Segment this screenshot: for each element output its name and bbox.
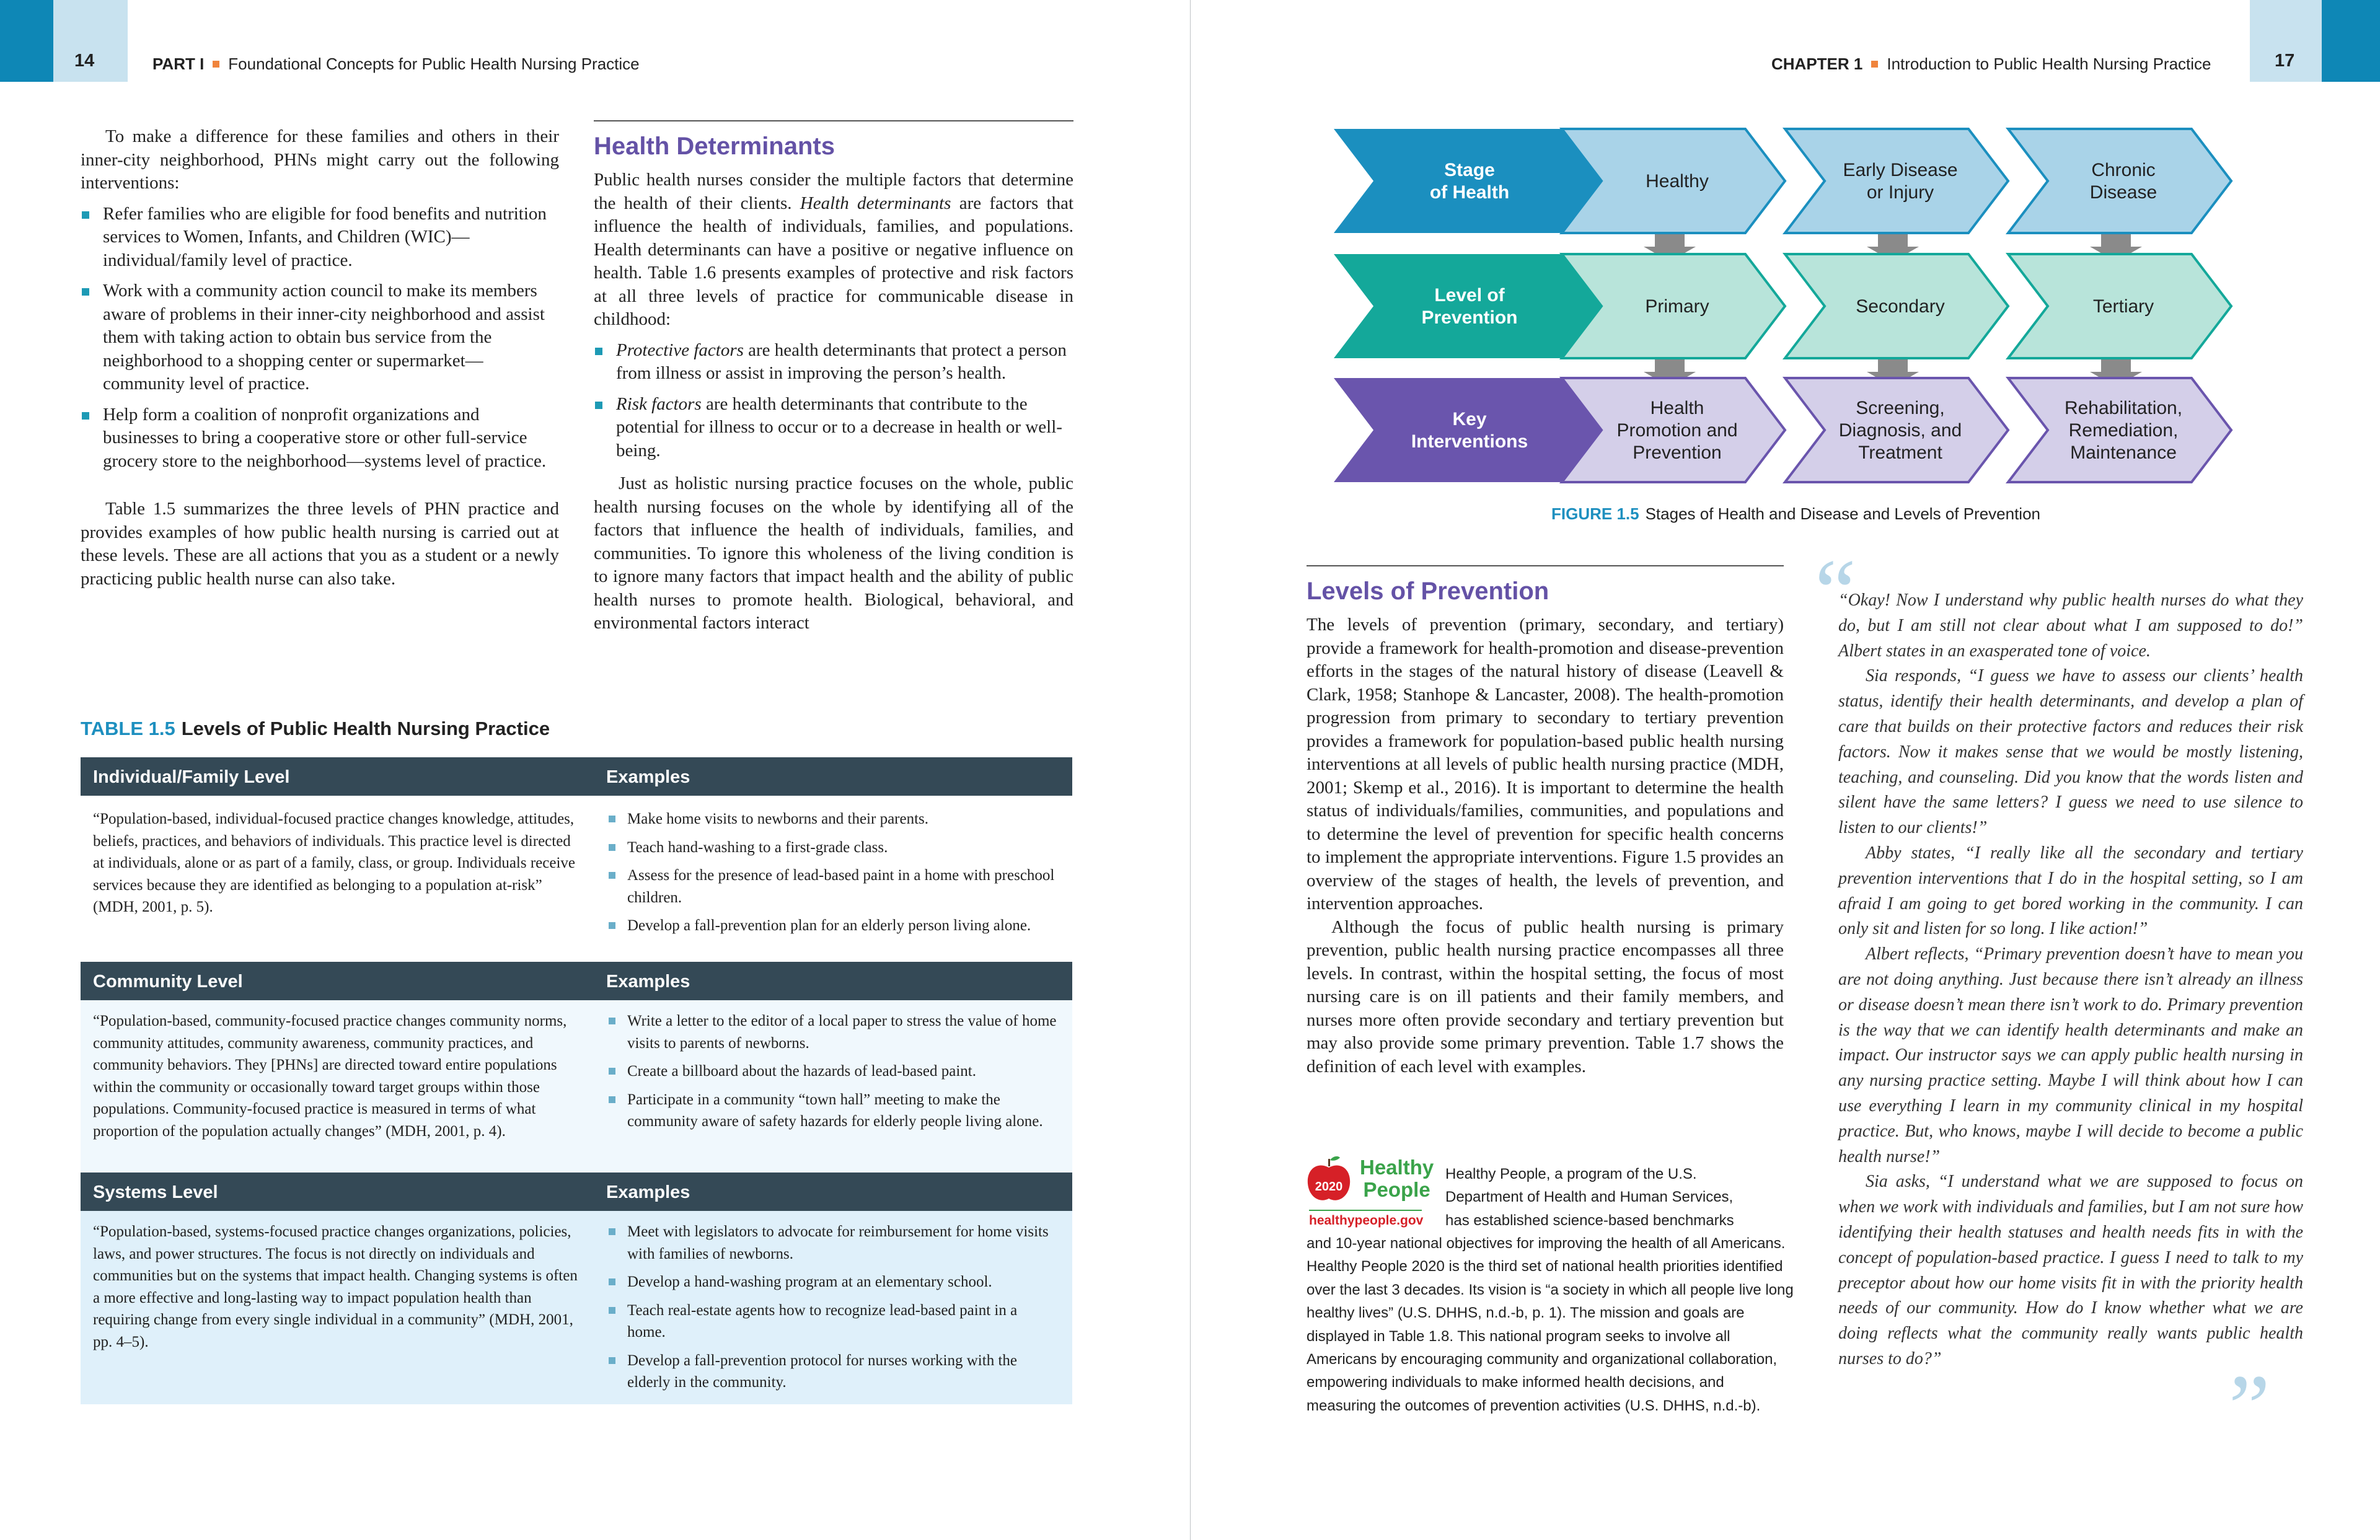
examples-header: Examples — [606, 1182, 690, 1202]
list-item: Teach hand-washing to a first-grade class. — [606, 837, 1059, 859]
stage-label: Primary — [1645, 296, 1709, 317]
health-determinants-para2: Just as holistic nursing practice focuses on the whole, public health nursing focuses on the whole by identifying all of the factors that influence the health of individuals, families, and communities. To ignore this wholeness of the living condition is to ignore many factors that impact health and the ability of public health nurses to promote health. Biological, behavioral, and environmental factors interact — [594, 473, 1073, 633]
list-item: Create a billboard about the hazards of lead-based paint. — [606, 1060, 1059, 1083]
levels-para1: The levels of prevention (primary, secondary, and tertiary) provide a framework for health-promotion and disease-prevention efforts in the stages of the natural history of disease (Leavell & Clark, 1958; Stanhope & Lancaster, 2008). The health-promotion progression from primary to secondary to tertiary prevention provides a framework for population-based public health nursing interventions at all levels of public health nursing practice (MDH, 2001; Skemp et al., 2016). It is important to determine the health status of individuals/families, communities, and populations and to determine the level of prevention for specific health concerns to implement the appropriate interventions. Figure 1.5 provides an overview of the stages of health, the levels of prevention, and intervention approaches. — [1307, 615, 1784, 913]
stage-label: Health Promotion and Prevention — [1616, 398, 1738, 463]
dialogue-paragraph: Abby states, “I really like all the secondary and tertiary prevention interventions that I do in the hospital setting, so I am afraid I am going to get bored working in the community. I can only sit and listen for so long. I like action!” — [1838, 843, 2303, 939]
level-header: Community Level — [93, 972, 243, 992]
levels-of-prevention-body — [1307, 614, 1784, 1078]
table-header-row — [81, 1173, 1072, 1211]
list-item: Write a letter to the editor of a local paper to stress the value of home visits to parents of newborns. — [606, 1010, 1059, 1054]
left-page-tab — [0, 0, 53, 82]
logo-rule — [1309, 1210, 1422, 1211]
health-determinants-body — [594, 169, 1073, 635]
levels-para2: Although the focus of public health nursing is primary prevention, public health nursing practice encompasses all three levels. In contrast, within the hospital setting, the focus of most nursing care is on ill patients and their family members, and nurses more often provide secondary and tertiary prevention but may also provide some primary prevention. Table 1.7 shows the definition of each level with examples. — [1307, 917, 1784, 1076]
stage-label: Secondary — [1856, 296, 1945, 317]
healthy-people-logo — [1305, 1154, 1434, 1234]
levels-table — [81, 757, 1072, 1404]
row-header-chevron — [1334, 254, 1600, 358]
figure-chevrons — [1334, 129, 2231, 482]
dialogue-paragraph: “Okay! Now I understand why public health nurses do what they do, but I am still not clear about what I am supposed to do!” Albert states in an exasperated tone of voice. — [1838, 591, 2303, 661]
healthy-people-text: and 10-year national objectives for improving the health of all Americans. Healthy People 2020 is the third set of national health priorities identified over the last 3 decades. Its vision is “a society in which all people live long healthy lives” (U.S. DHHS, n.d.-b, p. 1). The mission and goals are displayed in Table 1.8. This national program seeks to involve all Americans by encouraging community and organizational collaboration, empowering individuals to make informed health decisions, and measuring the outcomes of prevention activities (U.S. DHHS, n.d.-b). — [1307, 1235, 1794, 1414]
factors-list — [594, 339, 1073, 463]
stage-chevron — [2008, 129, 2231, 233]
part-title: Foundational Concepts for Public Health Nursing Practice — [228, 55, 640, 73]
level-header: Individual/Family Level — [93, 767, 290, 787]
figure-caption: FIGURE 1.5 Stages of Health and Disease and Levels of Prevention — [1551, 504, 2040, 523]
table-title: TABLE 1.5 Levels of Public Health Nursing Practice — [81, 718, 550, 739]
header-square-icon — [213, 61, 219, 68]
chapter-title: Introduction to Public Health Nursing Practice — [1887, 55, 2211, 73]
left-column — [81, 125, 559, 591]
row-header-chevron — [1334, 129, 1600, 233]
list-item: Participate in a community “town hall” meeting to make the community aware of safety hazards for elderly people living alone. — [606, 1089, 1059, 1133]
examples-list — [606, 1010, 1059, 1139]
level-definition: “Population-based, community-focused practice changes community norms, community attitudes, community awareness, community practices, and community behaviors. They [PHNs] are directed toward entire populations within the community or occasionally toward target groups within those populations. Community-focused practice is measured in terms of what proportion of the population actually changes” (MDH, 2001, p. 4). — [93, 1013, 567, 1140]
table-row — [81, 1000, 1072, 1173]
stage-chevron — [1785, 129, 2008, 233]
part-label: PART I — [152, 55, 205, 73]
levels-of-prevention-rule — [1307, 565, 1784, 566]
list-item: Assess for the presence of lead-based paint in a home with preschool children. — [606, 865, 1059, 909]
summary-paragraph: Table 1.5 summarizes the three levels of PHN practice and provides examples of how public health nursing is carried out at these levels. These are all actions that you as a student or a newly practicing public health nurse can also take. — [81, 499, 559, 589]
term-risk-factors: Risk factors — [616, 394, 702, 414]
page-gutter — [1190, 0, 1191, 1540]
list-item: Work with a community action council to make its members aware of problems in their inner-city neighborhood and assist them with taking action to obtain bus service from the neighborhood to a shopping center or supermarket—community level of practice. — [81, 279, 559, 396]
level-header: Systems Level — [93, 1182, 218, 1202]
row-header-chevron — [1334, 378, 1600, 482]
list-item: Develop a fall-prevention protocol for nurses working with the elderly in the community. — [606, 1350, 1059, 1394]
examples-list — [606, 1221, 1059, 1400]
table-header-row — [81, 962, 1072, 1000]
list-item: Help form a coalition of nonprofit organizations and businesses to bring a cooperative store or other full-service grocery store to the neighborhood—systems level of practice. — [81, 403, 559, 473]
examples-list — [606, 808, 1059, 943]
levels-of-prevention-heading: Levels of Prevention — [1307, 578, 1549, 605]
dialogue-paragraph: Sia asks, “I understand what we are supposed to focus on when we work with individuals and families, but I am not sure how identifying their health statuses and health needs fits in with the concept of population-based practice. I guess I need to talk to my preceptor about how our home visits fit in with the priority health needs of our community. How do I know whether what we are doing reflects what the community really wants public health nurses to do?” — [1838, 1172, 2303, 1368]
intro-paragraph: To make a difference for these families and others in their inner-city neighborhood, PHNs might carry out the following interventions: — [81, 126, 559, 193]
logo-wordmark: Healthy People — [1360, 1156, 1434, 1201]
health-determinants-para1: Public health nurses consider the multiple factors that determine the health of their clients. Health determinants are factors that influence the health of individuals, families, and populations. Health determinants can have a positive or negative influence on health. Table 1.6 presents examples of protective and risk factors at all three levels of practice for communicable disease in childhood: — [594, 170, 1074, 329]
right-page-tab — [2322, 0, 2380, 82]
logo-url: healthypeople.gov — [1309, 1213, 1424, 1228]
list-item: Make home visits to newborns and their parents. — [606, 808, 1059, 830]
dialogue-paragraph: Sia responds, “I guess we have to assess our clients’ health status, identify their health determinants, and develop a plan of care that builds on their protective factors and reduces their risk factors. Now it makes sense that we would be mostly listening, teaching, and counseling. Did you know that the words listen and silent have the same letters? I guess we need to use silence to listen to our clients!” — [1838, 666, 2303, 838]
row-header-label: Stage of Health — [1429, 160, 1510, 203]
stages-of-health-figure — [1326, 124, 2275, 483]
right-page-number: 17 — [2275, 51, 2295, 71]
row-header-label: Level of Prevention — [1421, 285, 1518, 328]
list-item: Develop a fall-prevention plan for an elderly person living alone. — [606, 915, 1059, 937]
health-determinants-rule — [594, 120, 1073, 121]
list-item: Risk factors are health determinants that contribute to the potential for illness to occur or to a decrease in health or well-being. — [594, 393, 1073, 463]
table-header-row — [81, 757, 1072, 796]
logo-year: 2020 — [1315, 1180, 1343, 1194]
open-quote-icon: “ — [1815, 540, 1856, 643]
close-quote-icon: ” — [2229, 1356, 2270, 1459]
stage-label: Tertiary — [2092, 296, 2154, 317]
chapter-label: CHAPTER 1 — [1771, 55, 1863, 73]
examples-header: Examples — [606, 972, 690, 992]
dialogue-paragraph: Albert reflects, “Primary prevention doesn’t have to mean you are not doing anything. Just because there isn’t already an illness or disease doesn’t mean there isn’t work to do. Primary prevention is the way that we can identify health determinants and make an impact. Our instructor says we can apply public health nursing in any nursing practice setting. Maybe I will think about how I can use everything I learn in my community clinical in my hospital practice. But, who knows, maybe I will decide to become a public health nurse!” — [1838, 944, 2303, 1166]
left-running-header — [152, 55, 640, 74]
list-item: Develop a hand-washing program at an elementary school. — [606, 1271, 1059, 1293]
right-running-header — [1771, 55, 2211, 74]
header-square-icon — [1871, 61, 1878, 68]
healthy-people-intro — [1445, 1163, 1792, 1232]
row-header-label: Key Interventions — [1411, 409, 1528, 452]
examples-header: Examples — [606, 767, 690, 787]
left-page-number: 14 — [74, 51, 95, 71]
term-health-determinants: Health determinants — [800, 193, 951, 213]
table-row — [81, 1211, 1072, 1404]
level-definition: “Population-based, individual-focused practice changes knowledge, attitudes, beliefs, practices, and behaviors of individuals. This practice level is directed at individuals, alone or as part of a family, class, or group. Individuals receive services because they are identified as belonging to a population at-risk” (MDH, 2001, p. 5). — [93, 811, 576, 915]
list-item: Protective factors are health determinants that protect a person from illness or assist in improving the person’s health. — [594, 339, 1073, 385]
stage-label: Healthy — [1646, 171, 1709, 191]
hp-line: Department of Health and Human Services, — [1445, 1189, 1734, 1206]
level-definition: “Population-based, systems-focused practice changes organizations, policies, laws, and power structures. The focus is not directly on individuals and communities but on the systems that impact health. Changing systems is often a more effective and long-lasting way to impact population health than requiring change from every single individual in a community” (MDH, 2001, pp. 4–5). — [93, 1223, 578, 1350]
health-determinants-heading: Health Determinants — [594, 133, 835, 160]
term-protective-factors: Protective factors — [616, 340, 744, 360]
stage-label: Screening, Diagnosis, and Treatment — [1838, 398, 1962, 463]
stage-label: Rehabilitation, Remediation, Maintenance — [2064, 398, 2183, 463]
stage-label: Early Disease or Injury — [1843, 160, 1958, 203]
dialogue-box — [1838, 588, 2303, 1372]
table-row — [81, 796, 1072, 962]
stage-label: Chronic Disease — [2089, 160, 2157, 203]
table-label: TABLE 1.5 — [81, 718, 175, 739]
hp-line: has established science-based benchmarks — [1445, 1212, 1734, 1229]
list-item: Teach real-estate agents how to recognize lead-based paint in a home. — [606, 1300, 1059, 1344]
figure-label: FIGURE 1.5 — [1551, 504, 1639, 523]
list-item: Refer families who are eligible for food benefits and nutrition services to Women, Infants, and Children (WIC)—individual/family level of practice. — [81, 203, 559, 273]
interventions-list — [81, 203, 559, 473]
list-item: Meet with legislators to advocate for reimbursement for home visits with families of newborns. — [606, 1221, 1059, 1265]
hp-line: Healthy People, a program of the U.S. — [1445, 1166, 1697, 1182]
